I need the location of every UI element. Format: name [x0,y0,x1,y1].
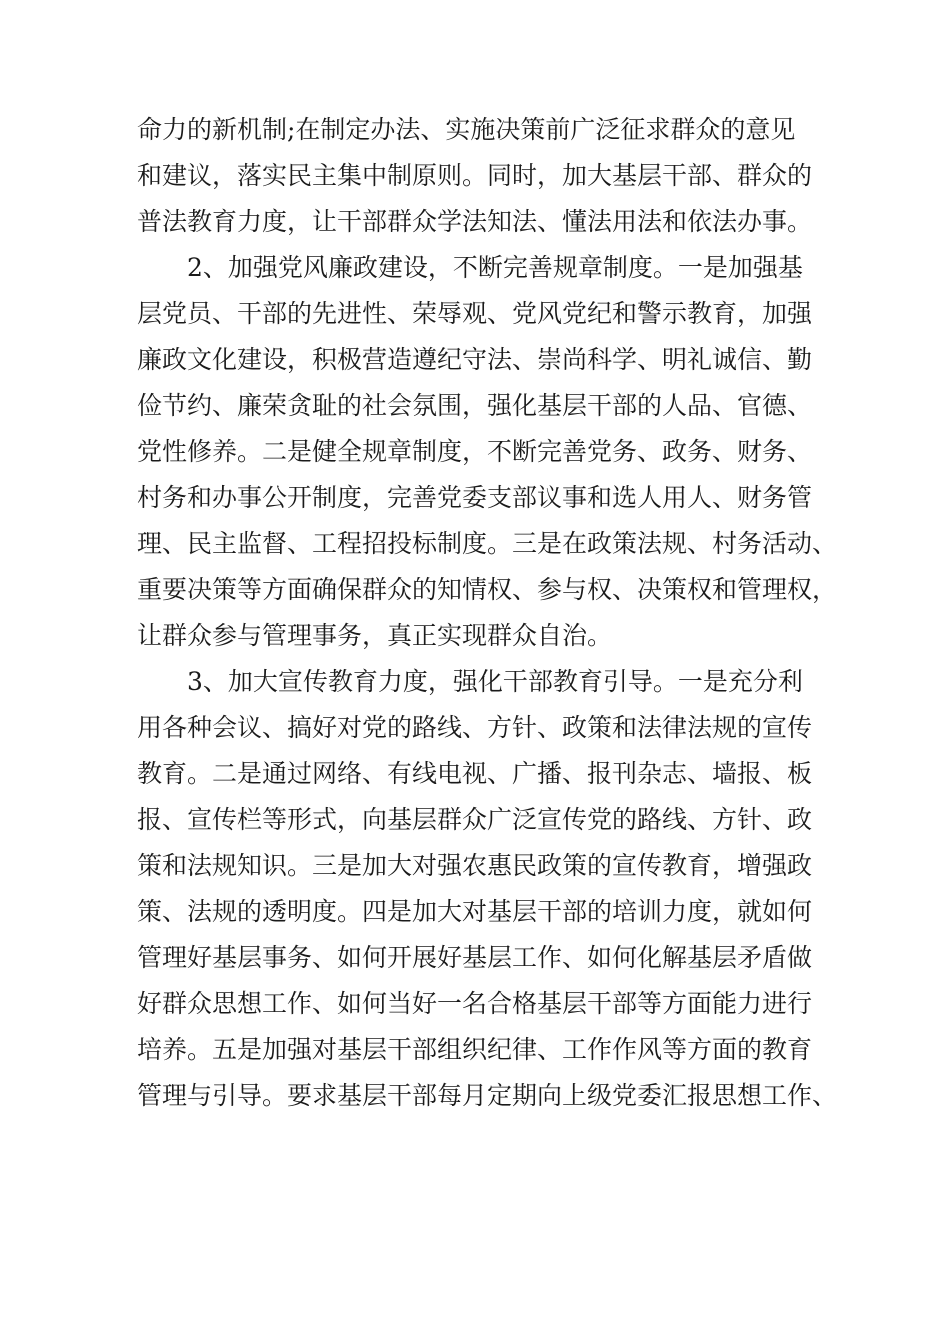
text-line: 教育。二是通过网络、有线电视、广播、报刊杂志、墙报、板 [137,759,813,788]
text-line: 命力的新机制;在制定办法、实施决策前广泛征求群众的意见 [137,115,796,144]
text-line: 廉政文化建设，积极营造遵纪守法、崇尚科学、明礼诚信、勤 [137,345,813,374]
text-line: 管理与引导。要求基层干部每月定期向上级党委汇报思想工作、 [137,1081,838,1110]
text-line: 重要决策等方面确保群众的知情权、参与权、决策权和管理权， [137,575,838,604]
text-line: 策和法规知识。三是加大对强农惠民政策的宣传教育，增强政 [137,851,813,880]
text-line: 和建议，落实民主集中制原则。同时，加大基层干部、群众的 [137,161,813,190]
text-line: 村务和办事公开制度，完善党委支部议事和选人用人、财务管 [137,483,813,512]
text-line: 用各种会议、搞好对党的路线、方针、政策和法律法规的宣传 [137,713,813,742]
body-text [137,107,837,1119]
text-line: 俭节约、廉荣贪耻的社会氛围，强化基层干部的人品、官德、 [137,391,813,420]
text-line: 普法教育力度，让干部群众学法知法、懂法用法和依法办事。 [137,207,813,236]
paragraph-3-start: 3、加大宣传教育力度，强化干部教育引导。一是充分利 [187,667,803,696]
text-line: 培养。五是加强对基层干部组织纪律、工作作风等方面的教育 [137,1035,813,1064]
text-line: 管理好基层事务、如何开展好基层工作、如何化解基层矛盾做 [137,943,813,972]
text-line: 好群众思想工作、如何当好一名合格基层干部等方面能力进行 [137,989,813,1018]
text-line: 策、法规的透明度。四是加大对基层干部的培训力度，就如何 [137,897,813,926]
text-line: 党性修养。二是健全规章制度，不断完善党务、政务、财务、 [137,437,813,466]
text-line: 理、民主监督、工程招投标制度。三是在政策法规、村务活动、 [137,529,838,558]
text-line: 层党员、干部的先进性、荣辱观、党风党纪和警示教育，加强 [137,299,813,328]
paragraph-2-start: 2、加强党风廉政建设，不断完善规章制度。一是加强基 [187,253,803,282]
text-line: 让群众参与管理事务，真正实现群众自治。 [137,621,613,650]
text-line: 报、宣传栏等形式，向基层群众广泛宣传党的路线、方针、政 [137,805,813,834]
